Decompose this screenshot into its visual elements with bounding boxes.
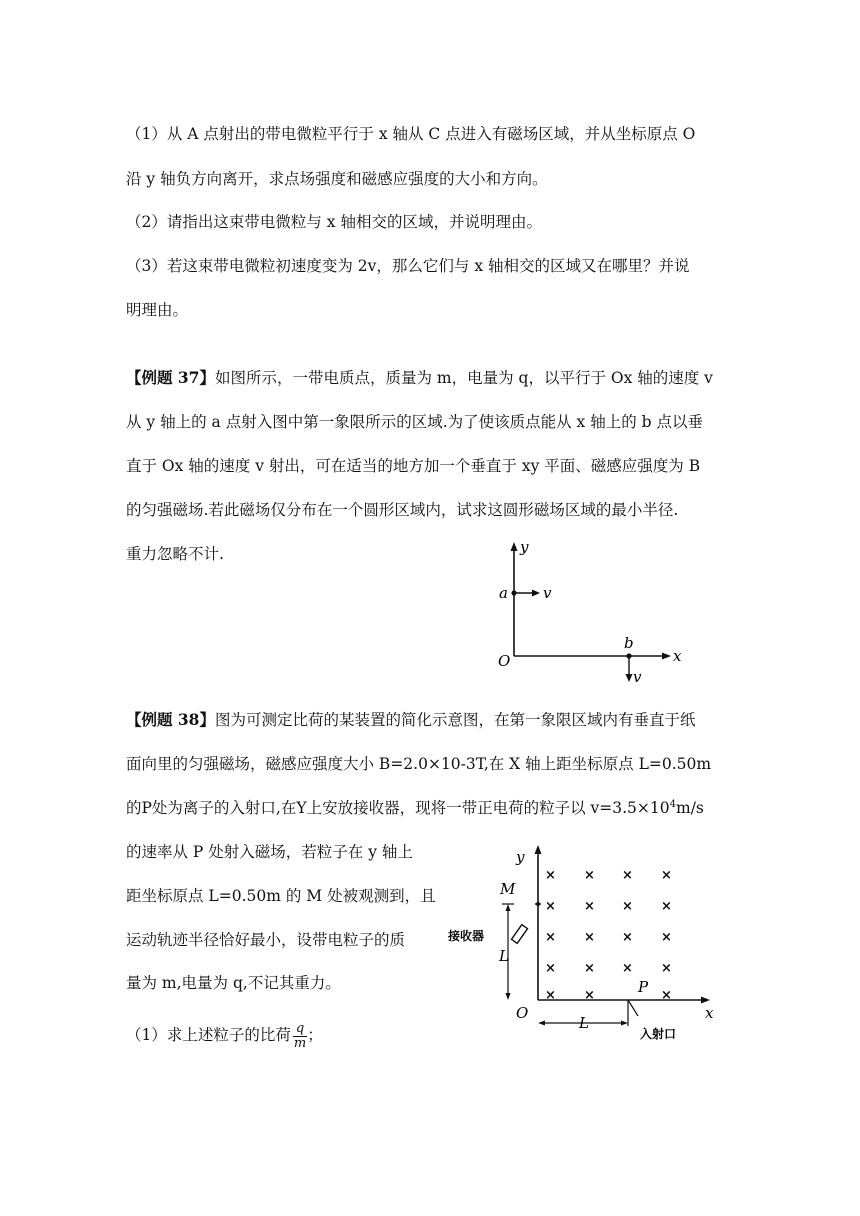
ex38-line2: 面向里的匀强磁场，磁感应强度大小 B=2.0×10-3T,在 X 轴上距坐标原点 L=0.50m	[126, 755, 712, 773]
field-cross: ×	[622, 930, 633, 945]
ex38-line1	[126, 710, 695, 730]
field-cross: ×	[661, 930, 672, 945]
ex37-line1-text: 如图所示，一带电质点，质量为 m，电量为 q，以平行于 Ox 轴的速度 v	[214, 369, 713, 387]
field-cross: ×	[545, 988, 556, 1003]
field-cross: ×	[661, 961, 672, 976]
ex38-entrance-pointer	[628, 1000, 638, 1016]
ex37-origin-label: O	[498, 652, 511, 670]
field-cross: ×	[584, 988, 595, 1003]
field-cross: ×	[622, 899, 633, 914]
ex38-q1-suffix: ；	[307, 1026, 323, 1044]
field-cross: ×	[661, 899, 672, 914]
ex38-point-M	[536, 902, 540, 906]
ex37-a-label: a	[499, 584, 508, 602]
ex38-receiver	[511, 925, 527, 944]
ex37-line2: 从 y 轴上的 a 点射入图中第一象限所示的区域.为了使该质点能从 x 轴上的 b 点以垂	[126, 413, 704, 431]
field-cross: ×	[622, 868, 633, 883]
ex37-y-arrow	[511, 542, 518, 551]
ex37-x-arrow	[662, 653, 671, 660]
ex38-q1-fraction	[293, 1022, 307, 1051]
ex38-receiver-label: 接收器	[448, 929, 485, 943]
ex38-field-crosses	[545, 868, 672, 1003]
ex38-entrance-label: 入射口	[640, 1027, 677, 1041]
ex38-line3	[126, 798, 704, 818]
field-cross: ×	[622, 961, 633, 976]
ex38-q1-prefix: （1）求上述粒子的比荷	[126, 1026, 291, 1044]
ex38-Lx-label: L	[579, 1014, 589, 1032]
ex38-origin-label: O	[516, 1004, 529, 1022]
ex38-M-label: M	[500, 880, 516, 898]
ex38-q1-denominator: m	[293, 1035, 307, 1051]
prev-q3-line1: （3）若这束带电微粒初速度变为 2v，那么它们与 x 轴相交的区域又在哪里？并说	[126, 257, 690, 275]
field-cross: ×	[584, 868, 595, 883]
ex38-Ly-label: L	[499, 947, 509, 965]
field-cross: ×	[661, 868, 672, 883]
field-cross: ×	[545, 868, 556, 883]
ex38-P-label: P	[638, 978, 649, 996]
ex38-y-label: y	[516, 848, 525, 866]
field-cross: ×	[584, 930, 595, 945]
prev-q2: （2）请指出这束带电微粒与 x 轴相交的区域，并说明理由。	[126, 213, 542, 231]
ex37-y-label: y	[520, 538, 529, 556]
prev-q1-line2: 沿 y 轴负方向离开，求点场强度和磁感应强度的大小和方向。	[126, 170, 548, 188]
ex38-q1	[126, 1018, 323, 1052]
ex38-x-label: x	[705, 1004, 714, 1022]
ex38-line3-a: 的P处为离子的入射口,在Y上安放接收器，现将一带正电荷的粒子以 v=3.5×10	[126, 799, 670, 817]
ex38-line7: 量为 m,电量为 q,不记其重力。	[126, 974, 341, 992]
ex38-line6: 运动轨迹半径恰好最小，设带电粒子的质	[126, 931, 406, 949]
field-cross: ×	[545, 930, 556, 945]
ex37-figure	[490, 538, 690, 688]
field-cross: ×	[661, 988, 672, 1003]
field-cross: ×	[584, 961, 595, 976]
field-cross: ×	[545, 899, 556, 914]
ex37-x-label: x	[673, 647, 682, 665]
ex37-tag: 【例题 37】	[126, 368, 215, 387]
ex38-figure	[440, 840, 720, 1040]
ex38-line1-text: 图为可测定比荷的某装置的简化示意图，在第一象限区域内有垂直于纸	[214, 711, 696, 729]
ex37-line5: 重力忽略不计.	[126, 545, 224, 563]
ex37-line3: 直于 Ox 轴的速度 v 射出，可在适当的地方加一个垂直于 xy 平面、磁感应强度为 B	[126, 457, 701, 475]
ex37-line4: 的匀强磁场.若此磁场仅分布在一个圆形区域内，试求这圆形磁场区域的最小半径.	[126, 501, 679, 519]
ex38-line5: 距坐标原点 L=0.50m 的 M 处被观测到，且	[126, 887, 436, 905]
ex37-line1	[126, 368, 713, 388]
ex38-line3-sup: 4	[669, 798, 676, 810]
ex38-line3-b: m/s	[676, 799, 704, 817]
field-cross: ×	[545, 961, 556, 976]
prev-q1-line1: （1）从 A 点射出的带电微粒平行于 x 轴从 C 点进入有磁场区域，并从坐标原点 O	[126, 125, 696, 143]
ex38-tag: 【例题 38】	[126, 710, 215, 729]
ex38-line4: 的速率从 P 处射入磁场，若粒子在 y 轴上	[126, 843, 413, 861]
prev-q3-line2: 明理由。	[126, 301, 189, 319]
ex38-x-arrow	[701, 997, 710, 1004]
field-cross: ×	[584, 899, 595, 914]
ex37-b-label: b	[624, 634, 634, 652]
ex38-y-arrow	[535, 845, 542, 854]
ex37-va-label: v	[543, 584, 552, 602]
ex38-q1-numerator: q	[293, 1022, 307, 1037]
ex37-vb-label: v	[633, 668, 642, 686]
